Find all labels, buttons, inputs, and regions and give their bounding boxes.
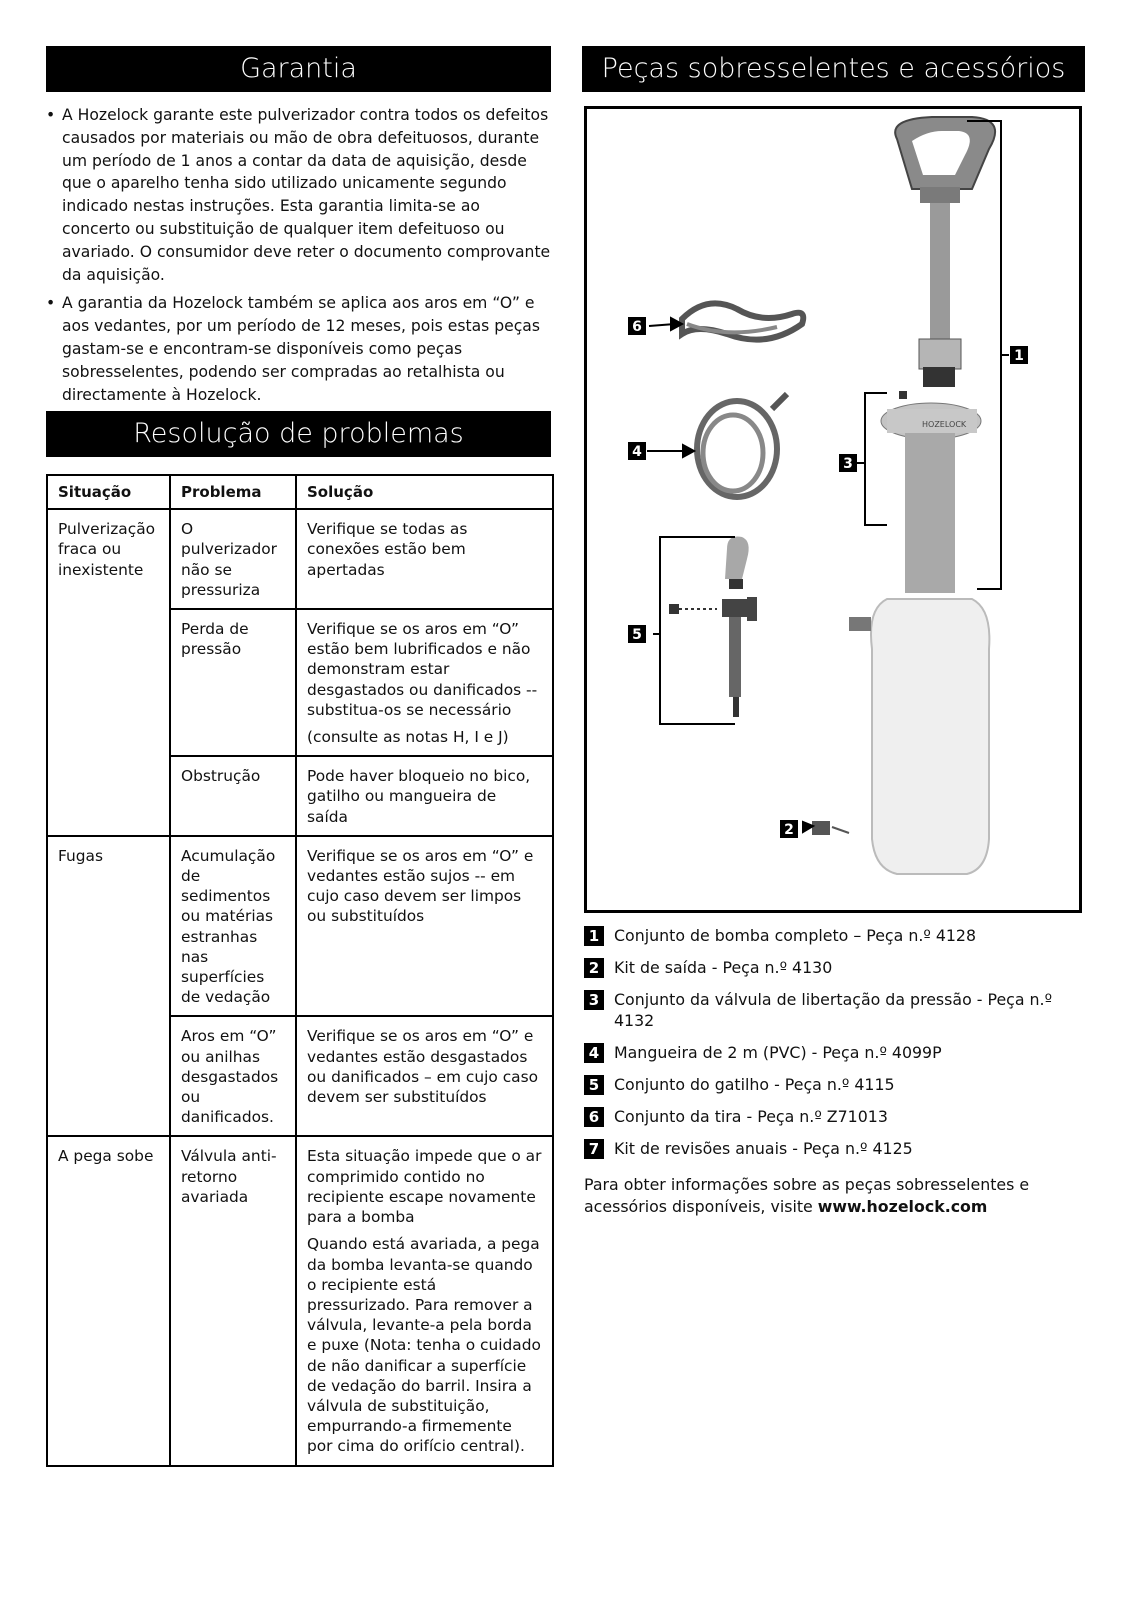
- solucao-cell: [296, 609, 553, 756]
- solucao-extra: Quando está avariada, a pega da bomba levanta-se quando o recipiente está pressurizado. Para remover a válvula, levante-a pela borda e puxe (Nota: tenha o cuidado de não danificar a superfície de vedação do barril. Insira a válvula de substituição, empurrando-a firmemente por cima do orifício central).: [307, 1235, 541, 1456]
- solucao-cell: Verifique se os aros em “O” e vedantes estão desgastados ou danificados – em cujo caso devem ser substituídos: [296, 1016, 553, 1136]
- figure-label-2: 2: [784, 822, 794, 838]
- header-solucao: Solução: [296, 475, 553, 509]
- garantia-bullet: • A Hozelock garante este pulverizador contra todos os defeitos causados por materiais ou mão de obra defeituosos, durante um período de 1 anos a contar da data de aquisição, desde que o aparelho tenha sido utilizado unicamente segundo indicado nestas instruções. Esta garantia limita-se ao concerto ou substituição de qualquer item defeituoso ou avariado. O consumidor deve reter o documento comprovante da aquisição.: [46, 104, 551, 286]
- parts-diagram: [584, 106, 1082, 913]
- problema-cell: Obstrução: [170, 756, 296, 836]
- figure-label-1: 1: [1014, 348, 1024, 364]
- problema-cell: O pulverizador não se pressuriza: [170, 509, 296, 609]
- situacao-cell: Fugas: [47, 836, 170, 1137]
- part-number: 5: [584, 1075, 604, 1095]
- problema-cell: Aros em “O” ou anilhas desgastados ou danificados.: [170, 1016, 296, 1136]
- problema-cell: Perda de pressão: [170, 609, 296, 756]
- pump-cylinder-drawing: [881, 391, 981, 593]
- parts-illustration: [587, 109, 1079, 910]
- figure-brand: HOZELOCK: [922, 420, 967, 429]
- header-situacao: Situação: [47, 475, 170, 509]
- pecas-title: Peças sobresselentes e acessórios: [601, 53, 1066, 84]
- website-link[interactable]: www.hozelock.com: [817, 1196, 988, 1216]
- list-item: [584, 990, 1084, 1031]
- problema-cell: Acumulação de sedimentos ou matérias estranhas nas superfícies de vedação: [170, 836, 296, 1017]
- solucao-cell: [296, 1136, 553, 1465]
- part-text: Mangueira de 2 m (PVC) - Peça n.º 4099P: [614, 1042, 942, 1062]
- part-text: Conjunto da tira - Peça n.º Z71013: [614, 1106, 888, 1126]
- garantia-bullet: • A garantia da Hozelock também se aplica aos aros em “O” e aos vedantes, por um período de 12 meses, pois estas peças gastam-se e encontram-se disponíveis como peças sobresselentes, podendo ser compradas ao retalhista ou directamente à Hozelock.: [46, 292, 551, 406]
- list-item: [584, 926, 1084, 947]
- footer-note: [584, 1174, 1084, 1217]
- list-item: [584, 1139, 1084, 1160]
- table-header-row: [47, 475, 553, 509]
- part-text: Kit de revisões anuais - Peça n.º 4125: [614, 1138, 913, 1158]
- table-row: [47, 1136, 553, 1465]
- solucao-cell: Verifique se todas as conexões estão bem apertadas: [296, 509, 553, 609]
- list-item: [584, 1107, 1084, 1128]
- problema-cell: Válvula anti-retorno avariada: [170, 1136, 296, 1465]
- solucao-cell: Pode haver bloqueio no bico, gatilho ou mangueira de saída: [296, 756, 553, 836]
- part-text: Conjunto de bomba completo – Peça n.º 4128: [614, 926, 977, 945]
- strap-drawing: [682, 303, 803, 339]
- solucao-text: Esta situação impede que o ar comprimido contido no recipiente escape novamente para a bomba: [307, 1147, 542, 1227]
- solucao-cell: Verifique se os aros em “O” e vedantes estão sujos -- em cujo caso devem ser limpos ou substituídos: [296, 836, 553, 1017]
- situacao-cell: A pega sobe: [47, 1136, 170, 1465]
- situacao-cell: Pulverização fraca ou inexistente: [47, 509, 170, 836]
- figure-label-6: 6: [632, 319, 642, 335]
- list-item: [584, 958, 1084, 979]
- garantia-title: Garantia: [240, 53, 357, 84]
- troubleshooting-table: [46, 474, 554, 1467]
- figure-label-4: 4: [632, 444, 642, 460]
- part-number: 1: [584, 926, 604, 946]
- part-number: 4: [584, 1043, 604, 1063]
- solucao-extra: (consulte as notas H, I e J): [307, 728, 509, 747]
- part-number: 7: [584, 1139, 604, 1159]
- garantia-bullets: [46, 104, 551, 412]
- garantia-heading: [46, 46, 551, 92]
- table-row: [47, 836, 553, 1017]
- table-row: [47, 509, 553, 609]
- parts-list: [584, 926, 1084, 1171]
- resolucao-title: Resolução de problemas: [133, 418, 464, 449]
- resolucao-heading: [46, 411, 551, 457]
- footer-note-text: Para obter informações sobre as peças sobresselentes e acessórios disponíveis, visite: [584, 1175, 1030, 1216]
- list-item: [584, 1075, 1084, 1096]
- pecas-heading: [582, 46, 1085, 92]
- trigger-drawing: [669, 537, 757, 718]
- figure-label-5: 5: [632, 627, 642, 643]
- list-item: [584, 1043, 1084, 1064]
- part-number: 2: [584, 958, 604, 978]
- solucao-text: Verifique se os aros em “O” estão bem lubrificados e não demonstram estar desgastados ou danificados -- substitua-os se necessário: [307, 620, 538, 719]
- figure-label-3: 3: [843, 456, 853, 472]
- tank-drawing: [849, 599, 989, 874]
- header-problema: Problema: [170, 475, 296, 509]
- part-text: Kit de saída - Peça n.º 4130: [614, 958, 833, 977]
- part-text: Conjunto da válvula de libertação da pressão - Peça n.º 4132: [614, 990, 1053, 1030]
- hose-drawing: [697, 394, 787, 497]
- part-number: 6: [584, 1107, 604, 1127]
- pump-handle-drawing: [895, 117, 995, 387]
- outlet-kit-drawing: [812, 821, 849, 835]
- part-text: Conjunto do gatilho - Peça n.º 4115: [614, 1074, 895, 1094]
- part-number: 3: [584, 990, 604, 1010]
